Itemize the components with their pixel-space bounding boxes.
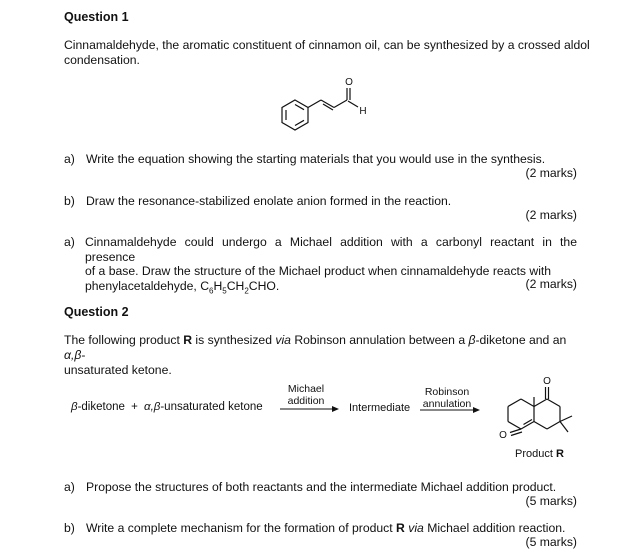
robinson-annulation-arrow — [420, 405, 482, 415]
question-1-intro-line-1: Cinnamaldehyde, the aromatic constituent of cinnamon oil, can be synthesized by a crossed aldol — [64, 38, 590, 52]
part-text: Propose the structures of both reactants and the intermediate Michael addition product. — [86, 480, 557, 494]
question-2-part-b-marks: (5 marks) — [525, 535, 577, 549]
left-carbonyl — [510, 429, 521, 433]
question-1-part-a — [64, 152, 545, 166]
question-1-part-b — [64, 194, 451, 208]
question-2-part-a — [64, 480, 556, 494]
right-ring — [534, 399, 547, 407]
question-1-intro — [64, 38, 590, 68]
product-top-oxygen: O — [543, 376, 551, 387]
question-2-intro-line-2: unsaturated ketone. — [64, 363, 172, 377]
carbonyl-oxygen-label: O — [345, 77, 353, 88]
product-left-oxygen: O — [499, 430, 507, 441]
question-1-part-c-marks: (2 marks) — [525, 277, 577, 291]
part-text: Draw the resonance-stabilized enolate anion formed in the reaction. — [86, 194, 452, 208]
product-label-letter: R — [555, 448, 564, 460]
product-r-label — [515, 448, 564, 460]
reactants-text: β-diketone + α,β-unsaturated ketone — [71, 401, 263, 413]
product-r-structure — [488, 372, 588, 444]
question-1-part-b-marks: (2 marks) — [525, 208, 577, 222]
question-1-part-c-label: a) — [64, 235, 75, 249]
part-label: a) — [64, 480, 75, 494]
part-label: a) — [64, 152, 75, 166]
michael-addition-arrow — [280, 404, 340, 414]
part-c-line-3: phenylacetaldehyde, $C_6H_5CH_2CHO$. — [85, 278, 280, 295]
question-1-title: Question 1 — [64, 10, 129, 24]
michael-addition-label: Michael addition — [287, 383, 325, 407]
robinson-annulation-label: Robinson annulation — [422, 386, 472, 410]
question-1-part-a-marks: (2 marks) — [525, 166, 577, 180]
part-label: b) — [64, 194, 75, 208]
intermediate-label: Intermediate — [349, 402, 411, 414]
cinnamaldehyde-structure — [270, 74, 380, 140]
product-label-prefix: Product — [515, 448, 556, 460]
question-2-part-b: b) Write a complete mechanism for the formation of product R via Michael addition reaction. — [64, 521, 566, 535]
question-2-part-a-marks: (5 marks) — [525, 494, 577, 508]
part-label: b) — [64, 521, 75, 535]
left-ring — [521, 399, 534, 407]
gem-dimethyl — [560, 416, 572, 422]
question-2-intro-line-1: The following product R is synthesized via Robinson annulation between a β-diketone and an α,β- — [64, 333, 567, 362]
bond-ring-to-alkene — [308, 100, 321, 108]
part-text: Write the equation showing the starting materials that you would use in the synthesis. — [86, 152, 546, 166]
question-1-part-c-text — [85, 235, 577, 298]
question-2-title: Question 2 — [64, 305, 129, 319]
question-1-intro-line-2: condensation. — [64, 53, 140, 67]
part-c-line-1: Cinnamaldehyde could undergo a Michael addition with a carbonyl reactant in the presence — [85, 235, 577, 264]
aldehyde-hydrogen-label: H — [359, 106, 367, 117]
part-c-line-2: of a base. Draw the structure of the Michael product when cinnamaldehyde reacts with — [85, 264, 552, 278]
